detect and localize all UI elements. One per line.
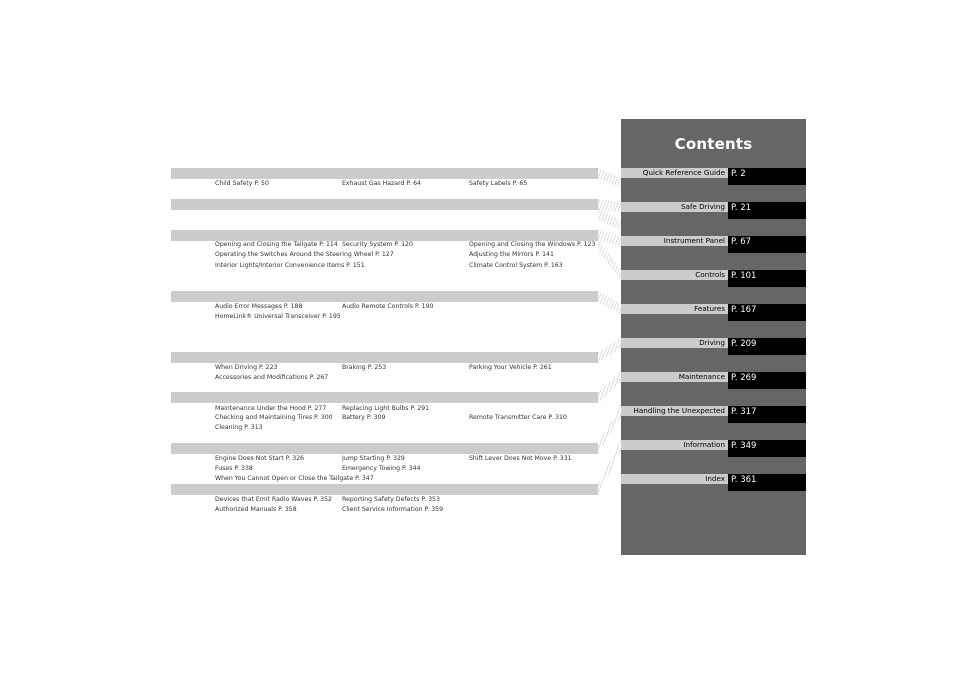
topic-link[interactable]: Remote Transmitter Care P. 310 — [469, 414, 567, 421]
chapter-label: Handling the Unexpected — [621, 406, 728, 416]
topic-link[interactable]: Client Service Information P. 359 — [342, 506, 444, 513]
chapter-handling-the-unexpected[interactable] — [621, 406, 806, 423]
chapter-label: Information — [621, 440, 728, 450]
topic-link[interactable]: Shift Lever Does Not Move P. 331 — [469, 455, 572, 462]
topic-link[interactable]: Emergency Towing P. 344 — [342, 465, 421, 472]
chapter-page: P. 349 — [728, 440, 806, 457]
topic-link[interactable]: Maintenance Under the Hood P. 277 — [215, 405, 327, 412]
section-band-handling — [171, 443, 598, 454]
chapter-maintenance[interactable] — [621, 372, 806, 389]
topic-link[interactable]: Cleaning P. 313 — [215, 424, 263, 431]
connector-stripes — [598, 160, 621, 500]
chapter-page: P. 101 — [728, 270, 806, 287]
topic-link[interactable]: Audio Error Messages P. 188 — [215, 303, 303, 310]
chapter-label: Controls — [621, 270, 728, 280]
chapter-information[interactable] — [621, 440, 806, 457]
chapter-page: P. 209 — [728, 338, 806, 355]
topic-link[interactable]: Adjusting the Mirrors P. 141 — [469, 251, 554, 258]
chapter-features[interactable] — [621, 304, 806, 321]
topic-link[interactable]: Replacing Light Bulbs P. 291 — [342, 405, 430, 412]
contents-title: Contents — [674, 135, 753, 153]
chapter-label: Index — [621, 474, 728, 484]
topic-link[interactable]: When You Cannot Open or Close the Tailgate P. 347 — [215, 475, 374, 482]
chapter-instrument-panel[interactable] — [621, 236, 806, 253]
topic-link[interactable]: Climate Control System P. 163 — [469, 262, 563, 269]
chapter-page: P. 361 — [728, 474, 806, 491]
chapter-label: Quick Reference Guide — [621, 168, 728, 178]
section-band-quick-reference — [171, 168, 598, 179]
section-band-instrument-controls — [171, 230, 598, 241]
chapter-label: Features — [621, 304, 728, 314]
topic-link[interactable]: Child Safety P. 50 — [215, 180, 269, 187]
topic-link[interactable]: Security System P. 120 — [342, 241, 413, 248]
section-band-driving — [171, 352, 598, 363]
topic-link[interactable]: Jump Starting P. 329 — [342, 455, 405, 462]
chapter-page: P. 167 — [728, 304, 806, 321]
chapter-page: P. 269 — [728, 372, 806, 389]
section-band-features — [171, 291, 598, 302]
chapter-quick-reference[interactable] — [621, 168, 806, 185]
topic-link[interactable]: HomeLink® Universal Transceiver P. 195 — [215, 313, 341, 320]
section-band-information — [171, 484, 598, 495]
chapter-label: Safe Driving — [621, 202, 728, 212]
chapter-driving[interactable] — [621, 338, 806, 355]
topic-link[interactable]: Operating the Switches Around the Steering Wheel P. 127 — [215, 251, 394, 258]
chapter-label: Driving — [621, 338, 728, 348]
topic-link[interactable]: Devices that Emit Radio Waves P. 352 — [215, 496, 332, 503]
chapter-page: P. 21 — [728, 202, 806, 219]
chapter-label: Maintenance — [621, 372, 728, 382]
topic-link[interactable]: Fuses P. 338 — [215, 465, 253, 472]
topic-link[interactable]: Battery P. 309 — [342, 414, 386, 421]
topic-link[interactable]: Braking P. 253 — [342, 364, 387, 371]
topic-link[interactable]: Safety Labels P. 65 — [469, 180, 528, 187]
topic-link[interactable]: Accessories and Modifications P. 267 — [215, 374, 329, 381]
topic-link[interactable]: Exhaust Gas Hazard P. 64 — [342, 180, 421, 187]
contents-panel — [621, 119, 806, 555]
chapter-controls[interactable] — [621, 270, 806, 287]
chapter-index[interactable] — [621, 474, 806, 491]
topic-link[interactable]: Opening and Closing the Tailgate P. 114 — [215, 241, 338, 248]
topic-link[interactable]: Interior Lights/Interior Convenience Items P. 151 — [215, 262, 365, 269]
chapter-safe-driving[interactable] — [621, 202, 806, 219]
topic-link[interactable]: Reporting Safety Defects P. 353 — [342, 496, 440, 503]
topic-link[interactable]: Checking and Maintaining Tires P. 300 — [215, 414, 333, 421]
chapter-page: P. 317 — [728, 406, 806, 423]
topic-link[interactable]: Parking Your Vehicle P. 261 — [469, 364, 552, 371]
topic-link[interactable]: Engine Does Not Start P. 326 — [215, 455, 305, 462]
topic-link[interactable]: Opening and Closing the Windows P. 123 — [469, 241, 596, 248]
chapter-label: Instrument Panel — [621, 236, 728, 246]
topic-link[interactable]: Authorized Manuals P. 358 — [215, 506, 297, 513]
topic-link[interactable]: Audio Remote Controls P. 190 — [342, 303, 434, 310]
topic-link[interactable]: When Driving P. 223 — [215, 364, 278, 371]
section-band-safe-driving — [171, 199, 598, 210]
chapter-page: P. 2 — [728, 168, 806, 185]
section-band-maintenance — [171, 392, 598, 403]
chapter-page: P. 67 — [728, 236, 806, 253]
